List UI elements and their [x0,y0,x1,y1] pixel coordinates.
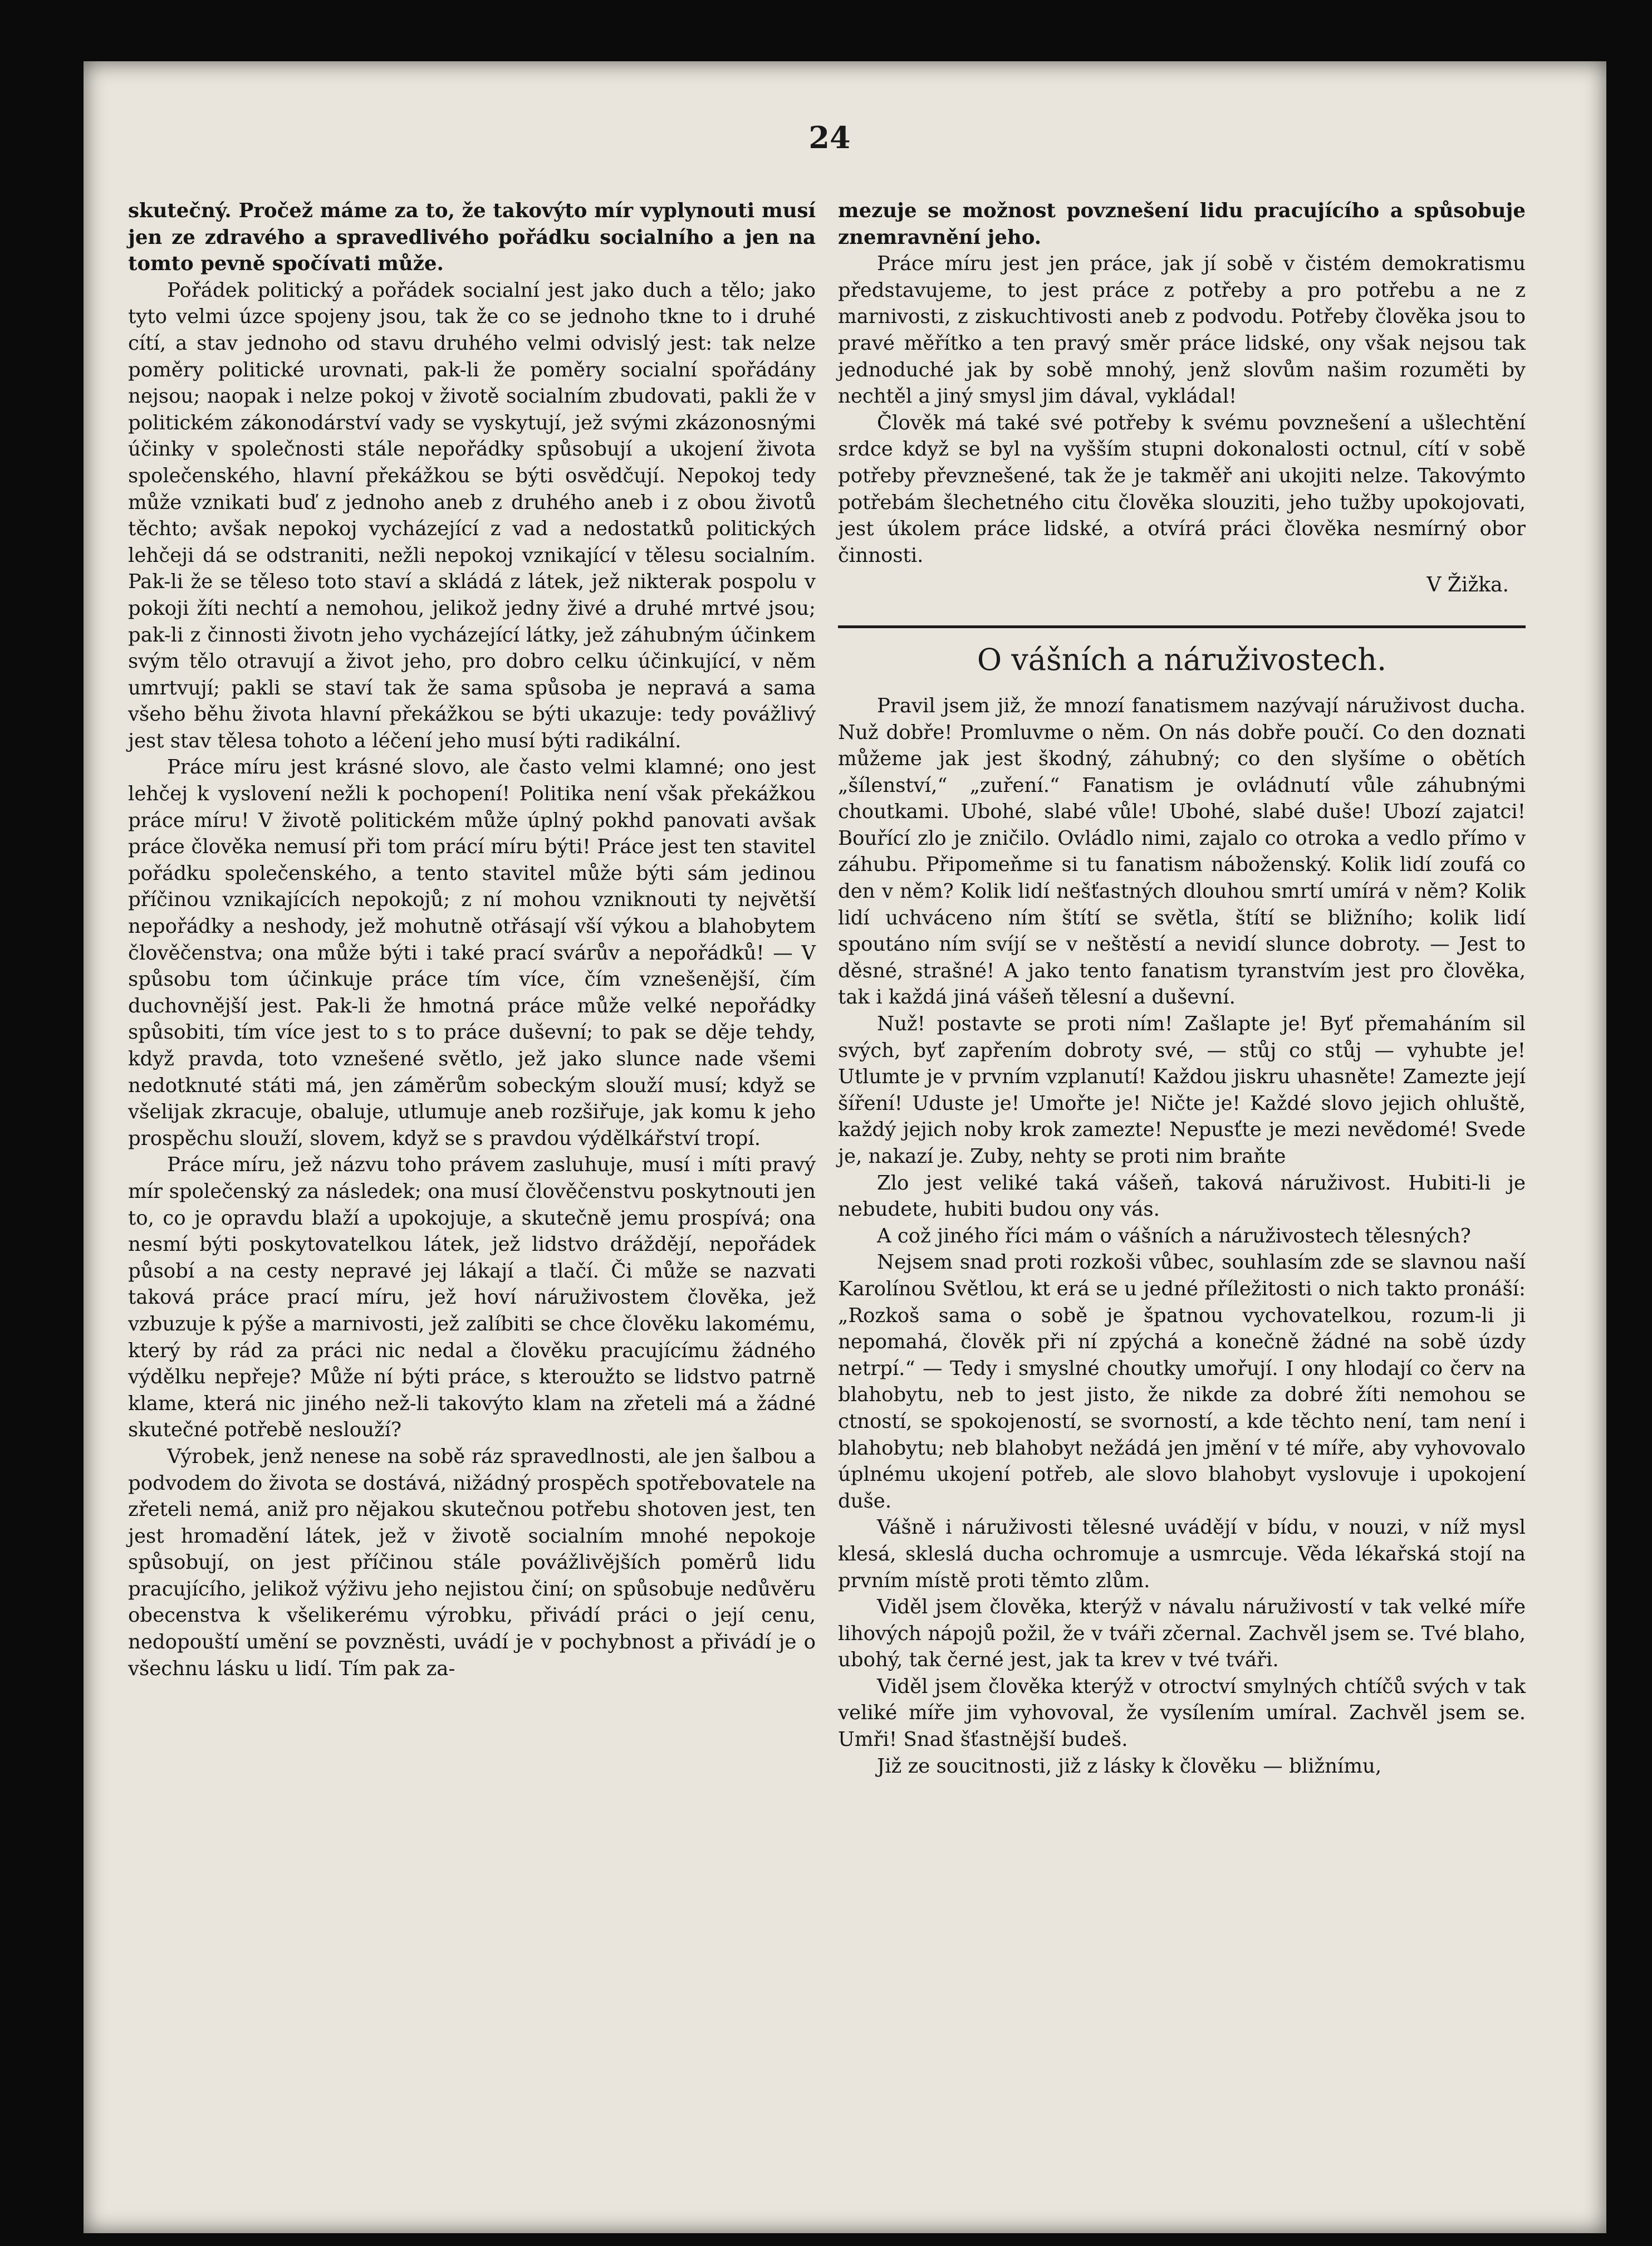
left-paragraph-3: Práce míru jest krásné slovo, ale často velmi klamné; ono jest lehčej k vyslovení nežli k pochopení! Politika není však překážkou práce míru! V životě politickém může úplný pokhd panovati avšak práce člověka nemusí při tom prácí míru býti! Práce jest ten stavitel pořádku společenského, a tento stavitel může býti sám jedinou příčinou vznikajících nepokojů; z ní mohou vzniknouti ty největší nepořádky a neshody, jež mohutně otřásají vší výkou a blahobytem člověčenstva; ona může býti i také prací svárův a nepořádků! — V spůsobu tom účinkuje práce tím více, čím vznešenější, čím duchovnější jest. Pak-li že hmotná práce může velké nepořádky spůsobiti, tím více jest to s to práce duševní; to pak se děje tehdy, když pravda, toto vznešené světlo, jež jako slunce nade všemi nedotknuté státi má, jen záměrům sobeckým slouží musí; když se všelijak zkracuje, obaluje, utlumuje aneb rozšiřuje, jak komu k jeho prospěchu slouží, slovem, když se s pravdou výdělkářství tropí. [128,756,816,1150]
right-column [838,198,1526,1779]
right-paragraph-4: Pravil jsem již, že mnozí fanatismem nazývají náruživost ducha. Nuž dobře! Promluvme o něm. On nás dobře poučí. Co den doznati můžeme jak jest škodný, záhubný; co den slyšíme o obětích „šílenství,“ „zuření.“ Fanatism je ovládnutí vůle záhubnými choutkami. Ubohé, slabé vůle! Ubohé, slabé duše! Ubozí zajatci! Bouřící zlo je zničilo. Ovládlo nimi, zajalo co otroka a vedlo přímo v záhubu. Připomeňme si tu fanatism náboženský. Kolik lidí zoufá co den v něm? Kolik lidí nešťastných dlouhou smrtí umírá v něm? Kolik lidí uchváceno ním štítí se světla, štítí se bližního; kolik lidí spoutáno ním svíjí se v neštěstí a nevidí slunce dobroty. — Jest to děsné, strašné! A jako tento fanatism tyranstvím jest pro člověka, tak i každá jiná vášeň tělesní a duševní. [838,694,1526,1009]
right-paragraph-10: Viděl jsem člověka, kterýž v návalu náruživostí v tak velké míře lihových nápojů požil, že v tváři zčernal. Zachvěl jsem se. Tvé blaho, ubohý, tak černé jest, jak ta krev v tvé tváři. [838,1596,1526,1672]
author-signature: V Žižka. [1426,574,1509,597]
section-divider [838,625,1526,628]
right-paragraph-12: Již ze soucitnosti, již z lásky k člověku — bližnímu, [877,1754,1382,1778]
right-paragraph-5: Nuž! postavte se proti ním! Zašlapte je! Byť přemaháním sil svých, byť zapřením dobroty své, — stůj co stůj — vyhubte je! Utlumte je v prvním vzplanutí! Každou jiskru uhasněte! Zamezte její šíření! Uduste je! Umořte je! Ničte je! Každé slovo jejich ohluště, každý jejich noby krok zamezte! Nepusťte je mezi nevědomé! Svede je, nakazí je. Zuby, nehty se proti nim braňte [838,1012,1526,1168]
right-paragraph-3: Člověk má také své potřeby k svému povznešení a ušlechtění srdce když se byl na vyšším stupni dokonalosti octnul, cítí v sobě potřeby převznešené, tak že je takměř ani ukojiti nelze. Takovýmto potřebám šlechetného citu člověka slouziti, jeho tužby upokojovati, jest úkolem práce lidské, a otvírá práci člověka nesmírný obor činnosti. [838,411,1526,567]
right-paragraph-1: mezuje se možnost povznešení lidu pracujícího a spůsobuje znemravnění jeho. [838,199,1526,249]
left-column [128,198,816,1682]
right-paragraph-8: Nejsem snad proti rozkoši vůbec, souhlasím zde se slavnou naší Karolínou Světlou, kt erá se u jedné příležitosti o nich takto pronáší: „Rozkoš sama o sobě je špatnou vychovatelkou, rozum-li ji nepomahá, člověk při ní zpýchá a konečně žádné na sobě úzdy netrpí.“ — Tedy i smyslné choutky umořují. I ony hlodají co červ na blahobytu, neb to jest jisto, že nikde za dobré žíti nemohou se ctností, se spokojeností, se svorností, a kde těchto není, tam není i blahobytu; neb blahobyt nežádá jen jmění v té míře, aby vyhovovalo úplnému ukojení potřeb, ale slovo blahobyt vyslovuje i upokojení duše. [838,1251,1526,1513]
article-heading: O vášních a náruživostech. [977,642,1387,677]
left-paragraph-4: Práce míru, jež názvu toho právem zasluhuje, musí i míti pravý mír společenský za následek; ona musí člověčenstvu poskytnouti jen to, co je opravdu blaží a upokojuje, a skutečně jemu prospívá; ona nesmí býti poskytovatelkou látek, jež lidstvo dráždějí, nepořádek působí a na cesty nepravé jej lákají a tlačí. Či může se nazvati taková práce prací míru, jež hoví náruživostem člověka, jež vzbuzuje k pýše a marnivosti, jež zalíbiti se chce člověku lakomému, který by rád za práci nic nedal a člověku pracujícímu žádného výdělku nepřeje? Může ní býti práce, s kteroužto se lidstvo patrně klame, která nic jiného než-li takovýto klam na zřeteli má a žádné skutečné potřebě neslouží? [128,1153,816,1442]
page-number: 24 [808,120,851,155]
left-paragraph-5: Výrobek, jenž nenese na sobě ráz spravedlnosti, ale jen šalbou a podvodem do života se dostává, nižádný prospěch spotřebovatele na zřeteli nemá, aniž pro nějakou skutečnou potřebu shotoven jest, ten jest hromadění látek, jež v životě socialním mnohé nepokoje spůsobují, on jest příčinou stále povážlivějších poměrů lidu pracujícího, jelikož výživu jeho nejistou činí; on spůsobuje nedůvěru obecenstva k všelikerému výrobku, přivádí práci o její cenu, nedopouští umění se povzněsti, uvádí je v pochybnost a přivádí je o všechnu lásku u lidí. Tím pak za- [128,1445,816,1680]
left-paragraph-2: Pořádek politický a pořádek socialní jest jako duch a tělo; jako tyto velmi úzce spojeny jsou, tak že co se jednoho tkne to i druhé cítí, a stav jednoho od stavu druhého velmi odvislý jest: tak nelze poměry politické urovnati, pak-li že poměry socialní spořádány nejsou; naopak i nelze pokoj v životě socialním zbudovati, pakli že v politickém zákonodárství vady se vyskytují, jež svými zkázonosnými účinky v společnosti stále nepořádky spůsobují a ukojení života společenského, hlavní překážkou se býti osvědčují. Nepokoj tedy může vznikati buď z jednoho aneb z druhého aneb i z obou životů těchto; avšak nepokoj vycházející z vad a nedostatků politických lehčeji dá se odstraniti, nežli nepokoj vznikající v tělesu socialním. Pak-li že se těleso toto staví a skládá z látek, jež nikterak pospolu v pokoji žíti nechtí a nemohou, jelikož jedny živé a druhé mrtvé jsou; pak-li z činnosti životn jeho vycházející látky, jež záhubným účinkem svým tělo otravují a život jeho, pro dobro celku účinkující, v něm umrtvují; pakli se staví tak že sama spůsoba je nepravá a sama všeho běhu života hlavní překážkou se býti ukazuje: tedy povážlivý jest stav tělesa tohoto a léčení jeho musí býti radikální. [128,278,816,752]
right-paragraph-7: A což jiného říci mám o vášních a náruživostech tělesných? [877,1224,1471,1247]
right-paragraph-6: Zlo jest veliké taká vášeň, taková náruživost. Hubiti-li je nebudete, hubiti budou ony vás. [838,1171,1526,1221]
left-paragraph-1: skutečný. Pročež máme za to, že takovýto mír vyplynouti musí jen ze zdravého a spravedlivého pořádku socialního a jen na tomto pevně spočívati může. [128,199,816,276]
right-paragraph-11: Viděl jsem člověka kterýž v otroctví smylných chtíčů svých v tak veliké míře jim vyhovoval, že vysílením umíral. Zachvěl jsem se. Umři! Snad šťastnější budeš. [838,1675,1526,1751]
right-paragraph-2: Práce míru jest jen práce, jak jí sobě v čistém demokratismu představujeme, to jest práce z potřeby a pro potřebu a ne z marnivosti, z ziskuchtivosti aneb z podvodu. Potřeby člověka jsou to pravé měřítko a ten pravý směr práce lidské, ony však nejsou tak jednoduché jak by sobě mnohý, jenž slovům našim rozuměti by nechtěl a jiný smysl jim dával, vykládal! [838,252,1526,408]
right-paragraph-9: Vášně i náruživosti tělesné uvádějí v bídu, v nouzi, v níž mysl klesá, skleslá ducha ochromuje a usmrcuje. Věda lékařská stojí na prvním místě proti těmto zlům. [838,1516,1526,1592]
